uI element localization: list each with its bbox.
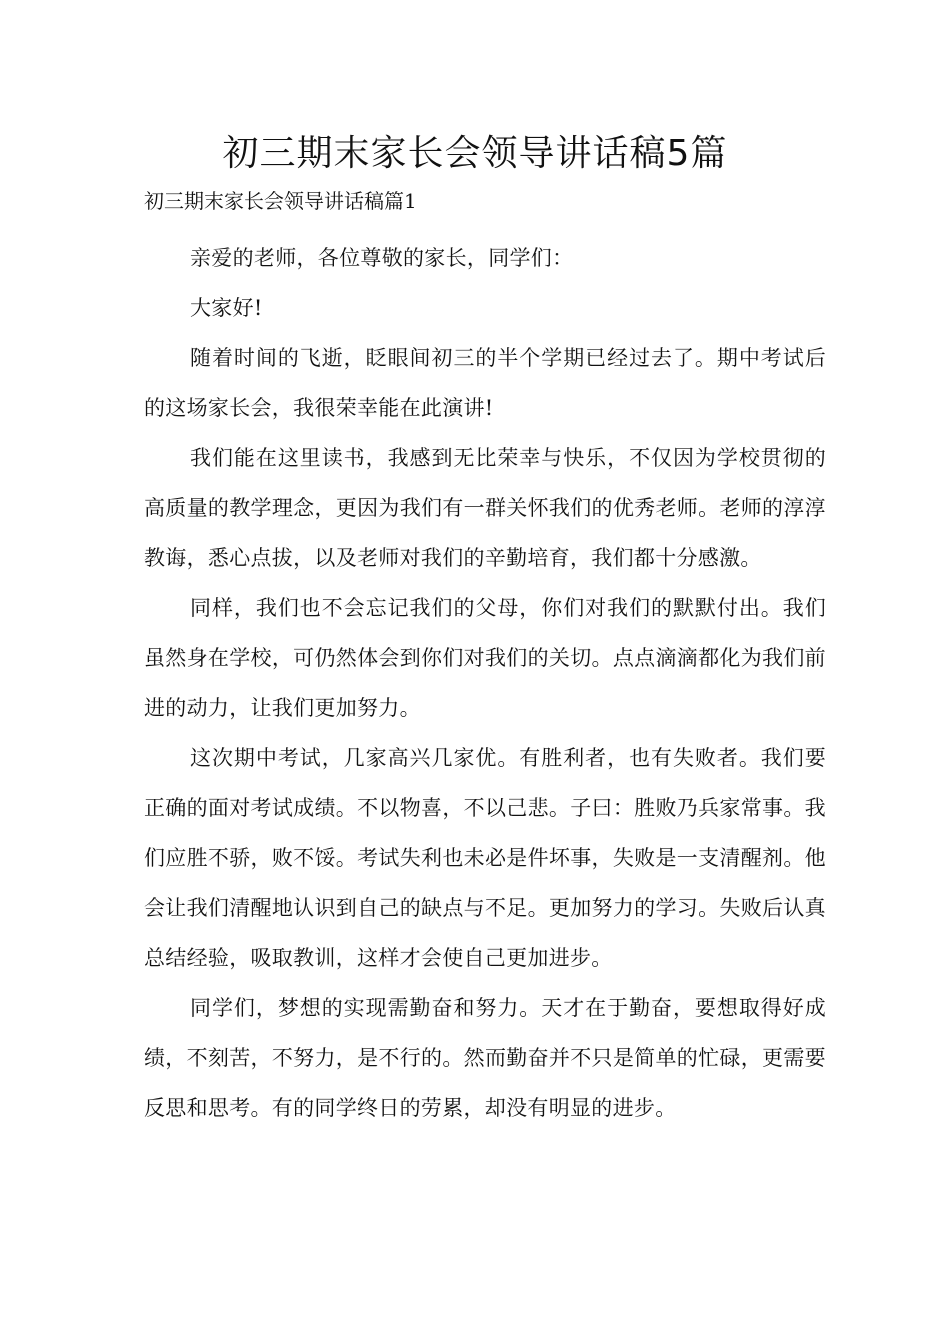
- document-title: 初三期末家长会领导讲话稿5篇: [222, 133, 728, 174]
- paragraph: 随着时间的飞逝，眨眼间初三的半个学期已经过去了。期中考试后的这场家长会，我很荣幸能在此演讲!: [144, 346, 826, 420]
- document-body: [144, 233, 826, 1133]
- paragraph-greeting: 亲爱的老师，各位尊敬的家长，同学们：: [190, 246, 574, 270]
- paragraph: 同样，我们也不会忘记我们的父母，你们对我们的默默付出。我们虽然身在学校，可仍然体会到你们对我们的关切。点点滴滴都化为我们前进的动力，让我们更加努力。: [144, 596, 826, 720]
- section-title: 初三期末家长会领导讲话稿篇1: [144, 189, 417, 213]
- paragraph-hello: 大家好!: [190, 296, 263, 320]
- paragraph: 我们能在这里读书，我感到无比荣幸与快乐，不仅因为学校贯彻的高质量的教学理念，更因为我们有一群关怀我们的优秀老师。老师的淳淳教诲，悉心点拔，以及老师对我们的辛勤培育，我们都十分感激。: [144, 446, 826, 570]
- paragraph: 同学们，梦想的实现需勤奋和努力。天才在于勤奋，要想取得好成绩，不刻苦，不努力，是不行的。然而勤奋并不只是简单的忙碌，更需要反思和思考。有的同学终日的劳累，却没有明显的进步。: [144, 996, 826, 1120]
- paragraph: 这次期中考试，几家高兴几家优。有胜利者，也有失败者。我们要正确的面对考试成绩。不以物喜，不以己悲。子曰：胜败乃兵家常事。我们应胜不骄，败不馁。考试失利也未必是件坏事，失败是一支清醒剂。他会让我们清醒地认识到自己的缺点与不足。更加努力的学习。失败后认真总结经验，吸取教训，这样才会使自己更加进步。: [144, 746, 826, 970]
